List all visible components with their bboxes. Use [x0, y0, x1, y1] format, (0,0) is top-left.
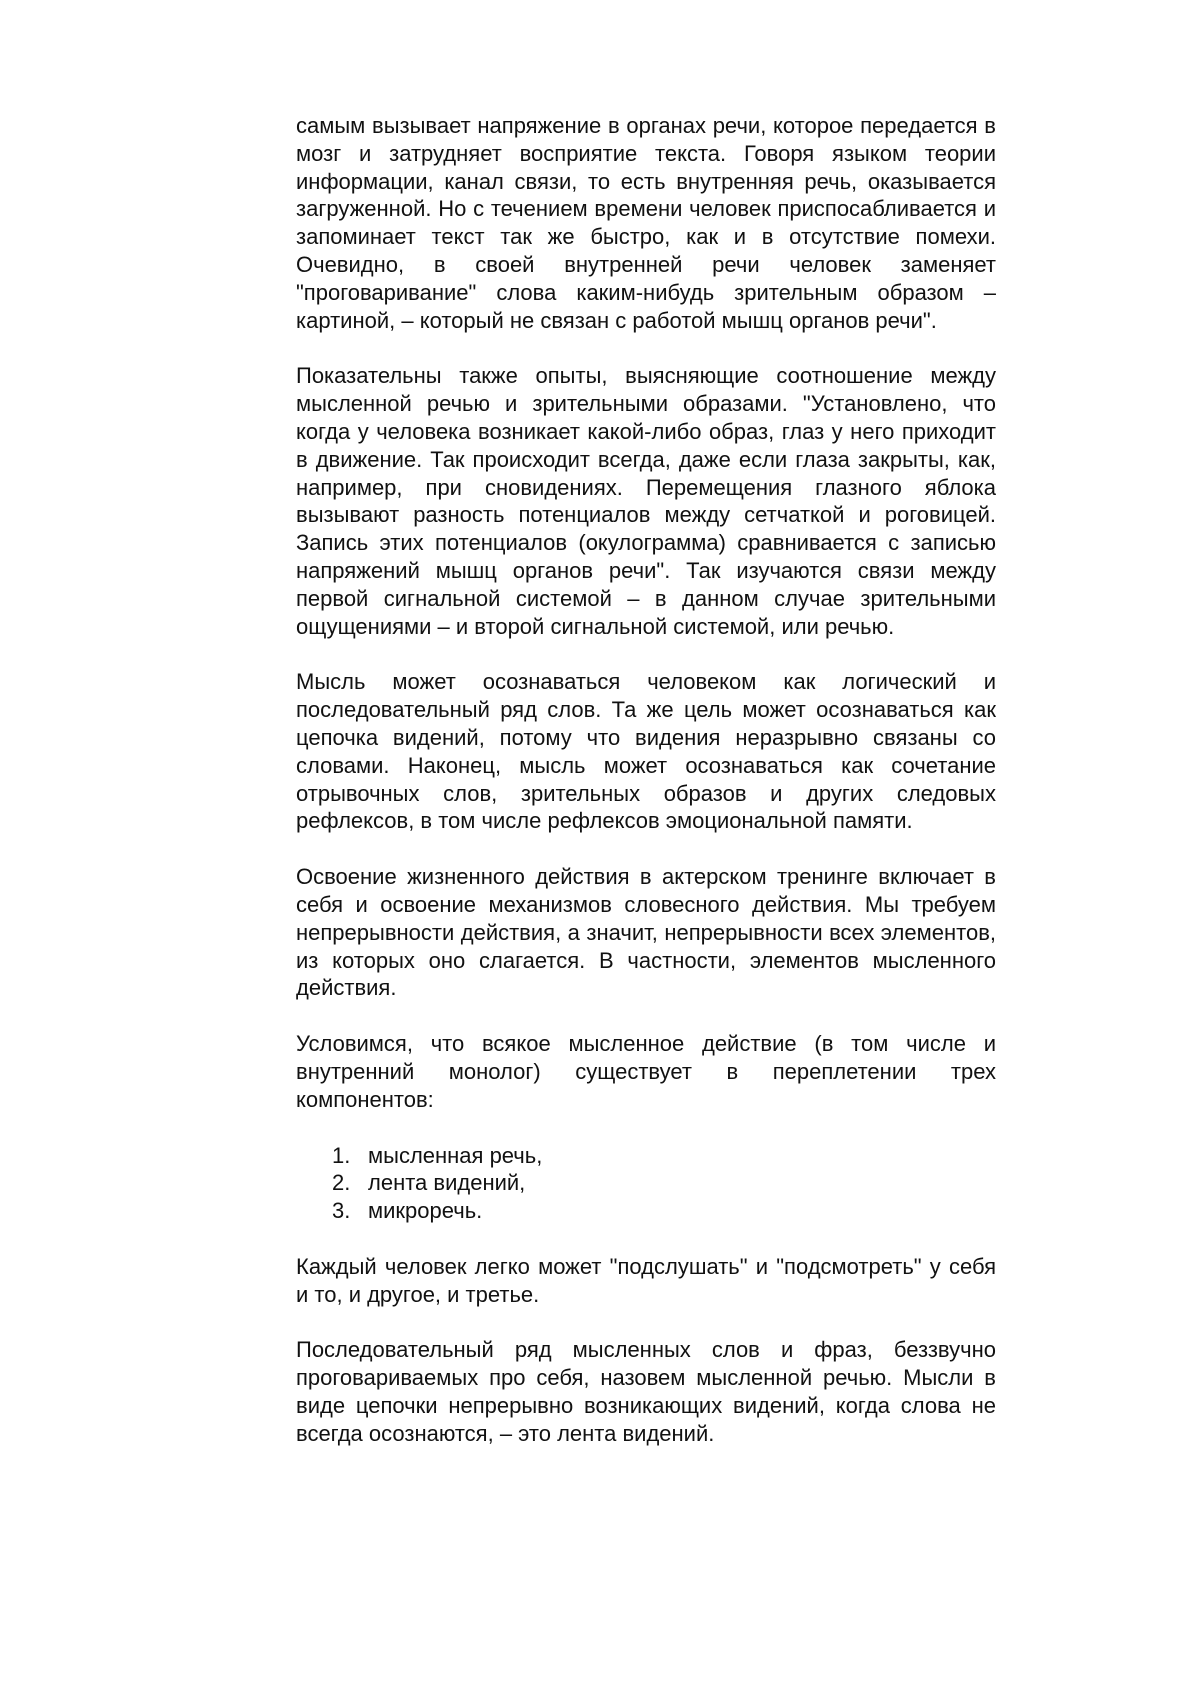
- list-number: 2.: [332, 1170, 351, 1196]
- list-number: 3.: [332, 1198, 351, 1224]
- list-item-text: лента видений,: [368, 1170, 526, 1196]
- list-item-text: мысленная речь,: [368, 1142, 543, 1168]
- paragraph-thought-awareness: Мысль может осознаваться человеком как логический и последовательный ряд слов. Та же цель может осознаваться как цепочка видений, потому что видения неразрывно связаны со словами. Наконец, мысль может осознаваться как сочетание отрывочных слов, зрительных образов и других следовых рефлексов, в том числе рефлексов эмоциональной памяти.: [296, 669, 996, 834]
- list-item: [296, 1142, 996, 1170]
- paragraph-three-components: Условимся, что всякое мысленное действие (в том числе и внутренний монолог) существует в переплетении трех компонентов:: [296, 1031, 996, 1112]
- paragraph-eye-experiments: Показательны также опыты, выясняющие соотношение между мысленной речью и зрительными образами. "Установлено, что когда у человека возникает какой-либо образ, глаз у него приходит в движение. Так происходит всегда, даже если глаза закрыты, как, например, при сновидениях. Перемещения глазного яблока вызывают разность потенциалов между сетчаткой и роговицей. Запись этих потенциалов (окулограмма) сравнивается с записью напряжений мышц органов речи". Так изучаются связи между первой сигнальной системой – в данном случае зрительными ощущениями – и второй сигнальной системой, или речью.: [296, 363, 996, 639]
- paragraph-eavesdrop: Каждый человек легко может "подслушать" и "подсмотреть" у себя и то, и другое, и третье.: [296, 1253, 996, 1307]
- paragraph-definitions: Последовательный ряд мысленных слов и фраз, беззвучно проговариваемых про себя, назовем мысленной речью. Мысли в виде цепочки непрерывно возникающих видений, когда слова не всегда осознаются, – это лента видений.: [296, 1337, 996, 1446]
- components-list: [296, 1142, 996, 1225]
- list-item: [296, 1197, 996, 1225]
- paragraph-speech-strain: самым вызывает напряжение в органах речи, которое передается в мозг и затрудняет восприятие текста. Говоря языком теории информации, канал связи, то есть внутренняя речь, оказывается загруженной. Но с течением времени человек приспосабливается и запоминает текст так же быстро, как и в отсутствие помехи. Очевидно, в своей внутренней речи человек заменяет "проговаривание" слова каким-нибудь зрительным образом – картиной, – который не связан с работой мышц органов речи".: [296, 113, 996, 333]
- list-number: 1.: [332, 1142, 351, 1168]
- list-item: [296, 1169, 996, 1197]
- document-page: [296, 112, 996, 1476]
- list-item-text: микроречь.: [368, 1198, 483, 1224]
- paragraph-verbal-action: Освоение жизненного действия в актерском тренинге включает в себя и освоение механизмов словесного действия. Мы требуем непрерывности действия, а значит, непрерывности всех элементов, из которых оно слагается. В частности, элементов мысленного действия.: [296, 864, 996, 1001]
